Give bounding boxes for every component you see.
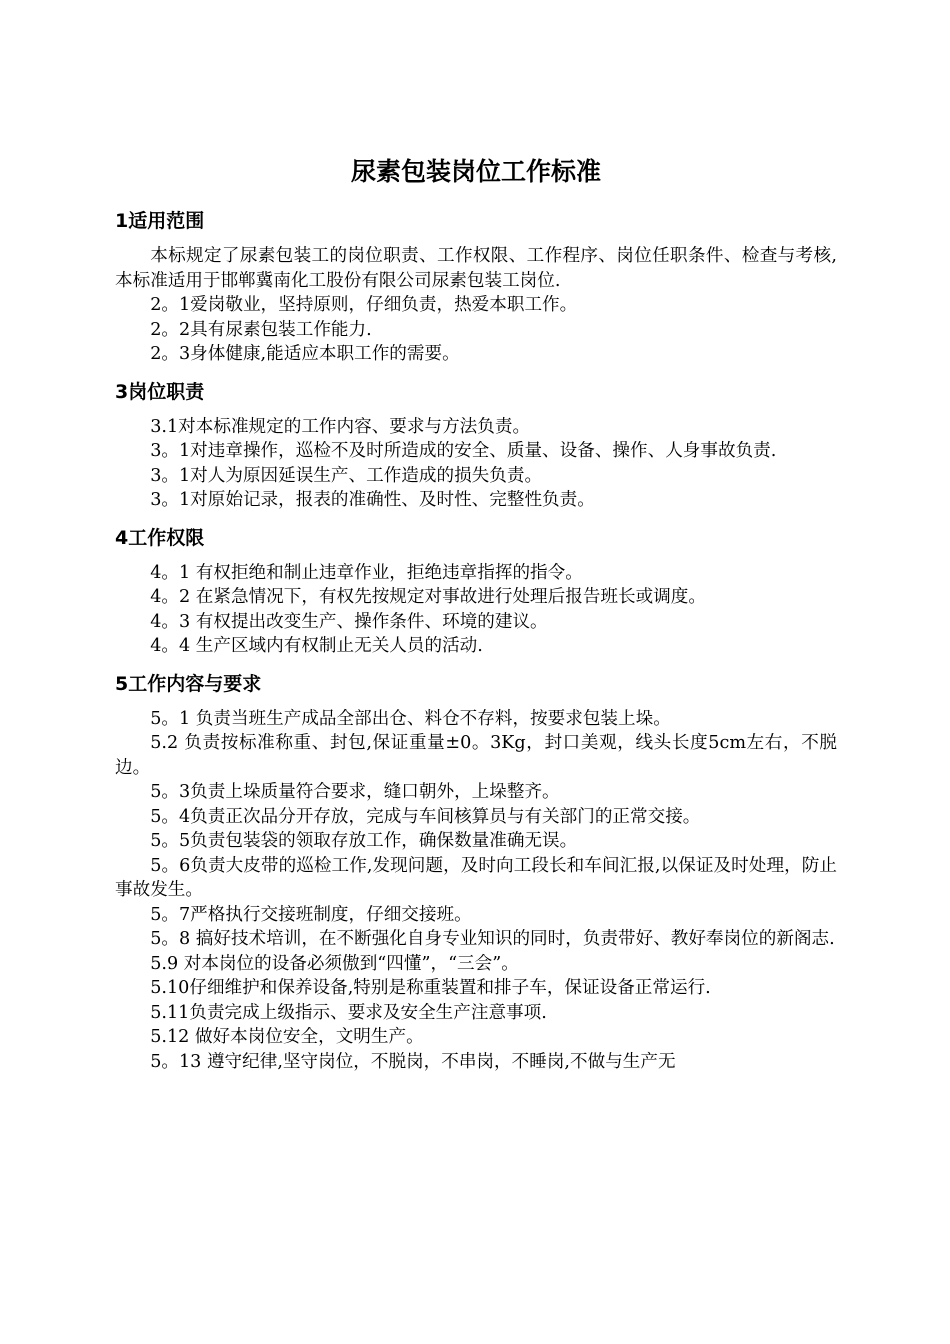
paragraph: 5.10仔细维护和保养设备,特别是称重装置和排子车，保证设备正常运行. [150, 978, 711, 998]
paragraph: 5。5负责包装袋的领取存放工作，确保数量准确无误。 [150, 831, 578, 851]
section-work-content [115, 669, 837, 1075]
paragraph: 5.2 负责按标准称重、封包,保证重量±0。3Kg，封口美观，线头长度5cm左右，不脱边。 [115, 733, 837, 778]
paragraph: 5。4负责正次品分开存放，完成与车间核算员与有关部门的正常交接。 [150, 806, 701, 827]
paragraph: 4。4 生产区域内有权制止无关人员的活动. [150, 636, 483, 656]
section-heading: 4工作权限 [115, 526, 205, 549]
section-scope [115, 206, 837, 367]
paragraph: 3。1对人为原因延误生产、工作造成的损失负责。 [150, 465, 543, 486]
paragraph: 5。3负责上垛质量符合要求，缝口朝外，上垛整齐。 [150, 782, 560, 802]
paragraph: 5。1 负责当班生产成品全部出仓、料仓不存料，按要求包装上垛。 [150, 708, 671, 729]
paragraph: 本标规定了尿素包装工的岗位职责、工作权限、工作程序、岗位任职条件、检查与考核,本标准适用于邯郸冀南化工股份有限公司尿素包装工岗位. [115, 246, 837, 291]
paragraph: 5。8 搞好技术培训，在不断强化自身专业知识的同时，负责带好、教好奉岗位的新阁志. [150, 929, 835, 949]
paragraph: 5.11负责完成上级指示、要求及安全生产注意事项. [150, 1002, 547, 1023]
paragraph: 4。3 有权提出改变生产、操作条件、环境的建议。 [150, 611, 548, 632]
paragraph: 2。1爱岗敬业，坚持原则，仔细负责，热爱本职工作。 [150, 295, 578, 315]
paragraph: 4。1 有权拒绝和制止违章作业，拒绝违章指挥的指令。 [150, 562, 583, 583]
paragraph: 4。2 在紧急情况下，有权先按规定对事故进行处理后报告班长或调度。 [150, 587, 706, 607]
section-heading: 5工作内容与要求 [115, 672, 262, 695]
document-page [115, 152, 837, 1084]
paragraph: 5.9 对本岗位的设备必须傲到“四懂”，“三会”。 [150, 953, 519, 974]
document-title: 尿素包装岗位工作标准 [350, 157, 601, 186]
paragraph: 2。2具有尿素包装工作能力. [150, 319, 372, 340]
paragraph: 3.1对本标准规定的工作内容、要求与方法负责。 [150, 416, 531, 437]
section-responsibilities [115, 377, 837, 513]
paragraph: 3。1对违章操作，巡检不及时所造成的安全、质量、设备、操作、人身事故负责. [150, 441, 777, 461]
paragraph: 5。7严格执行交接班制度，仔细交接班。 [150, 904, 472, 925]
paragraph: 5.12 做好本岗位安全，文明生产。 [150, 1027, 424, 1047]
paragraph: 3。1对原始记录，报表的准确性、及时性、完整性负责。 [150, 490, 595, 510]
section-authority [115, 523, 837, 659]
paragraph: 5。13 遵守纪律,坚守岗位，不脱岗，不串岗，不睡岗,不做与生产无 [150, 1051, 676, 1072]
paragraph: 2。3身体健康,能适应本职工作的需要。 [150, 344, 460, 364]
section-heading: 3岗位职责 [115, 380, 205, 403]
section-heading: 1适用范围 [115, 210, 205, 232]
paragraph: 5。6负责大皮带的巡检工作,发现问题，及时向工段长和车间汇报,以保证及时处理，防止事故发生。 [115, 855, 837, 900]
